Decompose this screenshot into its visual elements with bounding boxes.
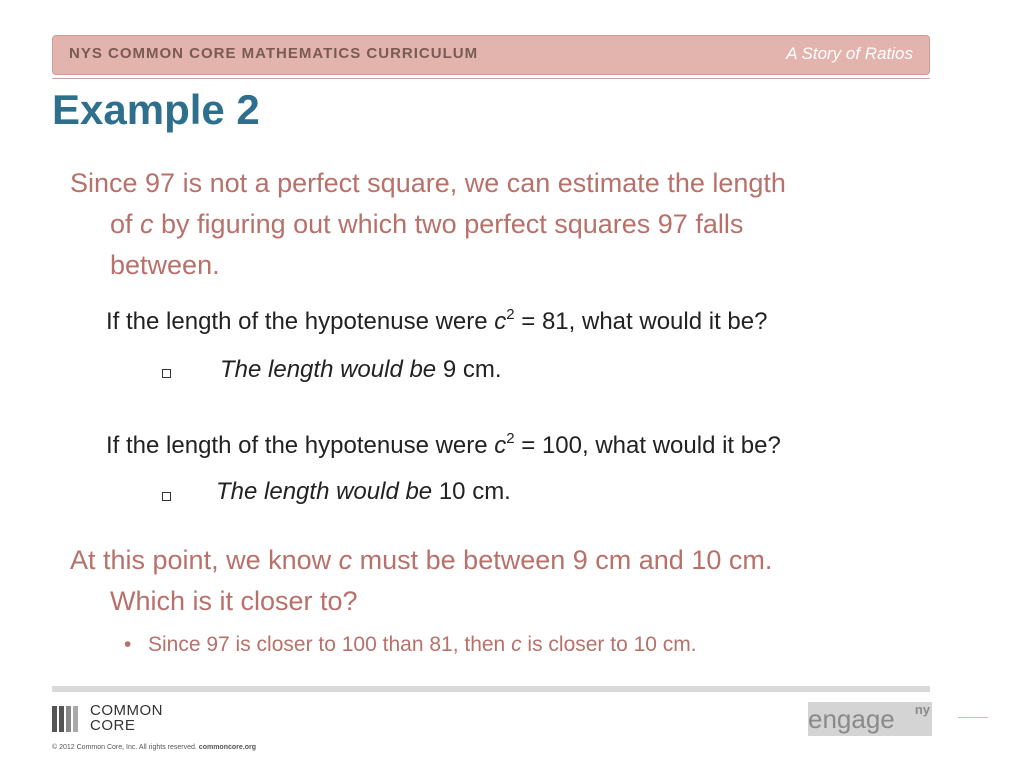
square-bullet-icon	[162, 365, 171, 383]
header-banner	[52, 35, 930, 75]
question-1: If the length of the hypotenuse were $c^2 = 81$, what would it be?	[106, 306, 768, 335]
intro-paragraph	[70, 163, 910, 286]
common-core-logo-icon	[52, 706, 80, 737]
intro-line-2: of c by figuring out which two perfect squares 97 falls	[110, 209, 744, 239]
module-title: A Story of Ratios	[786, 44, 913, 63]
curriculum-title: NYS COMMON CORE MATHEMATICS CURRICULUM	[69, 45, 479, 62]
answer-2: The length would be 10 cm.	[216, 478, 511, 505]
common-core-logo-text: COMMON CORE	[90, 702, 163, 734]
engageny-logo: engage ny	[808, 702, 930, 734]
answer-1: The length would be 9 cm.	[220, 356, 502, 383]
footer-divider	[52, 686, 930, 692]
bullet-dot-icon: •	[124, 633, 132, 656]
square-bullet-icon	[162, 488, 171, 506]
conclusion-line-2: Which is it closer to?	[110, 586, 358, 616]
copyright: © 2012 Common Core, Inc. All rights reserved. commoncore.org	[52, 744, 256, 751]
slide-title: Example 2	[52, 86, 260, 133]
decorative-line	[958, 717, 988, 718]
conclusion-paragraph	[70, 540, 930, 622]
conclusion-line-1: At this point, we know c must be between 9 cm and 10 cm.	[70, 545, 773, 575]
sub-bullet: • Since 97 is closer to 100 than 81, then c is closer to 10 cm.	[124, 633, 697, 656]
intro-line-3: between.	[110, 250, 220, 280]
header-divider	[52, 78, 930, 79]
question-2: If the length of the hypotenuse were $c^2 = 100$, what would it be?	[106, 430, 781, 459]
intro-line-1: Since 97 is not a perfect square, we can estimate the length	[70, 168, 786, 198]
